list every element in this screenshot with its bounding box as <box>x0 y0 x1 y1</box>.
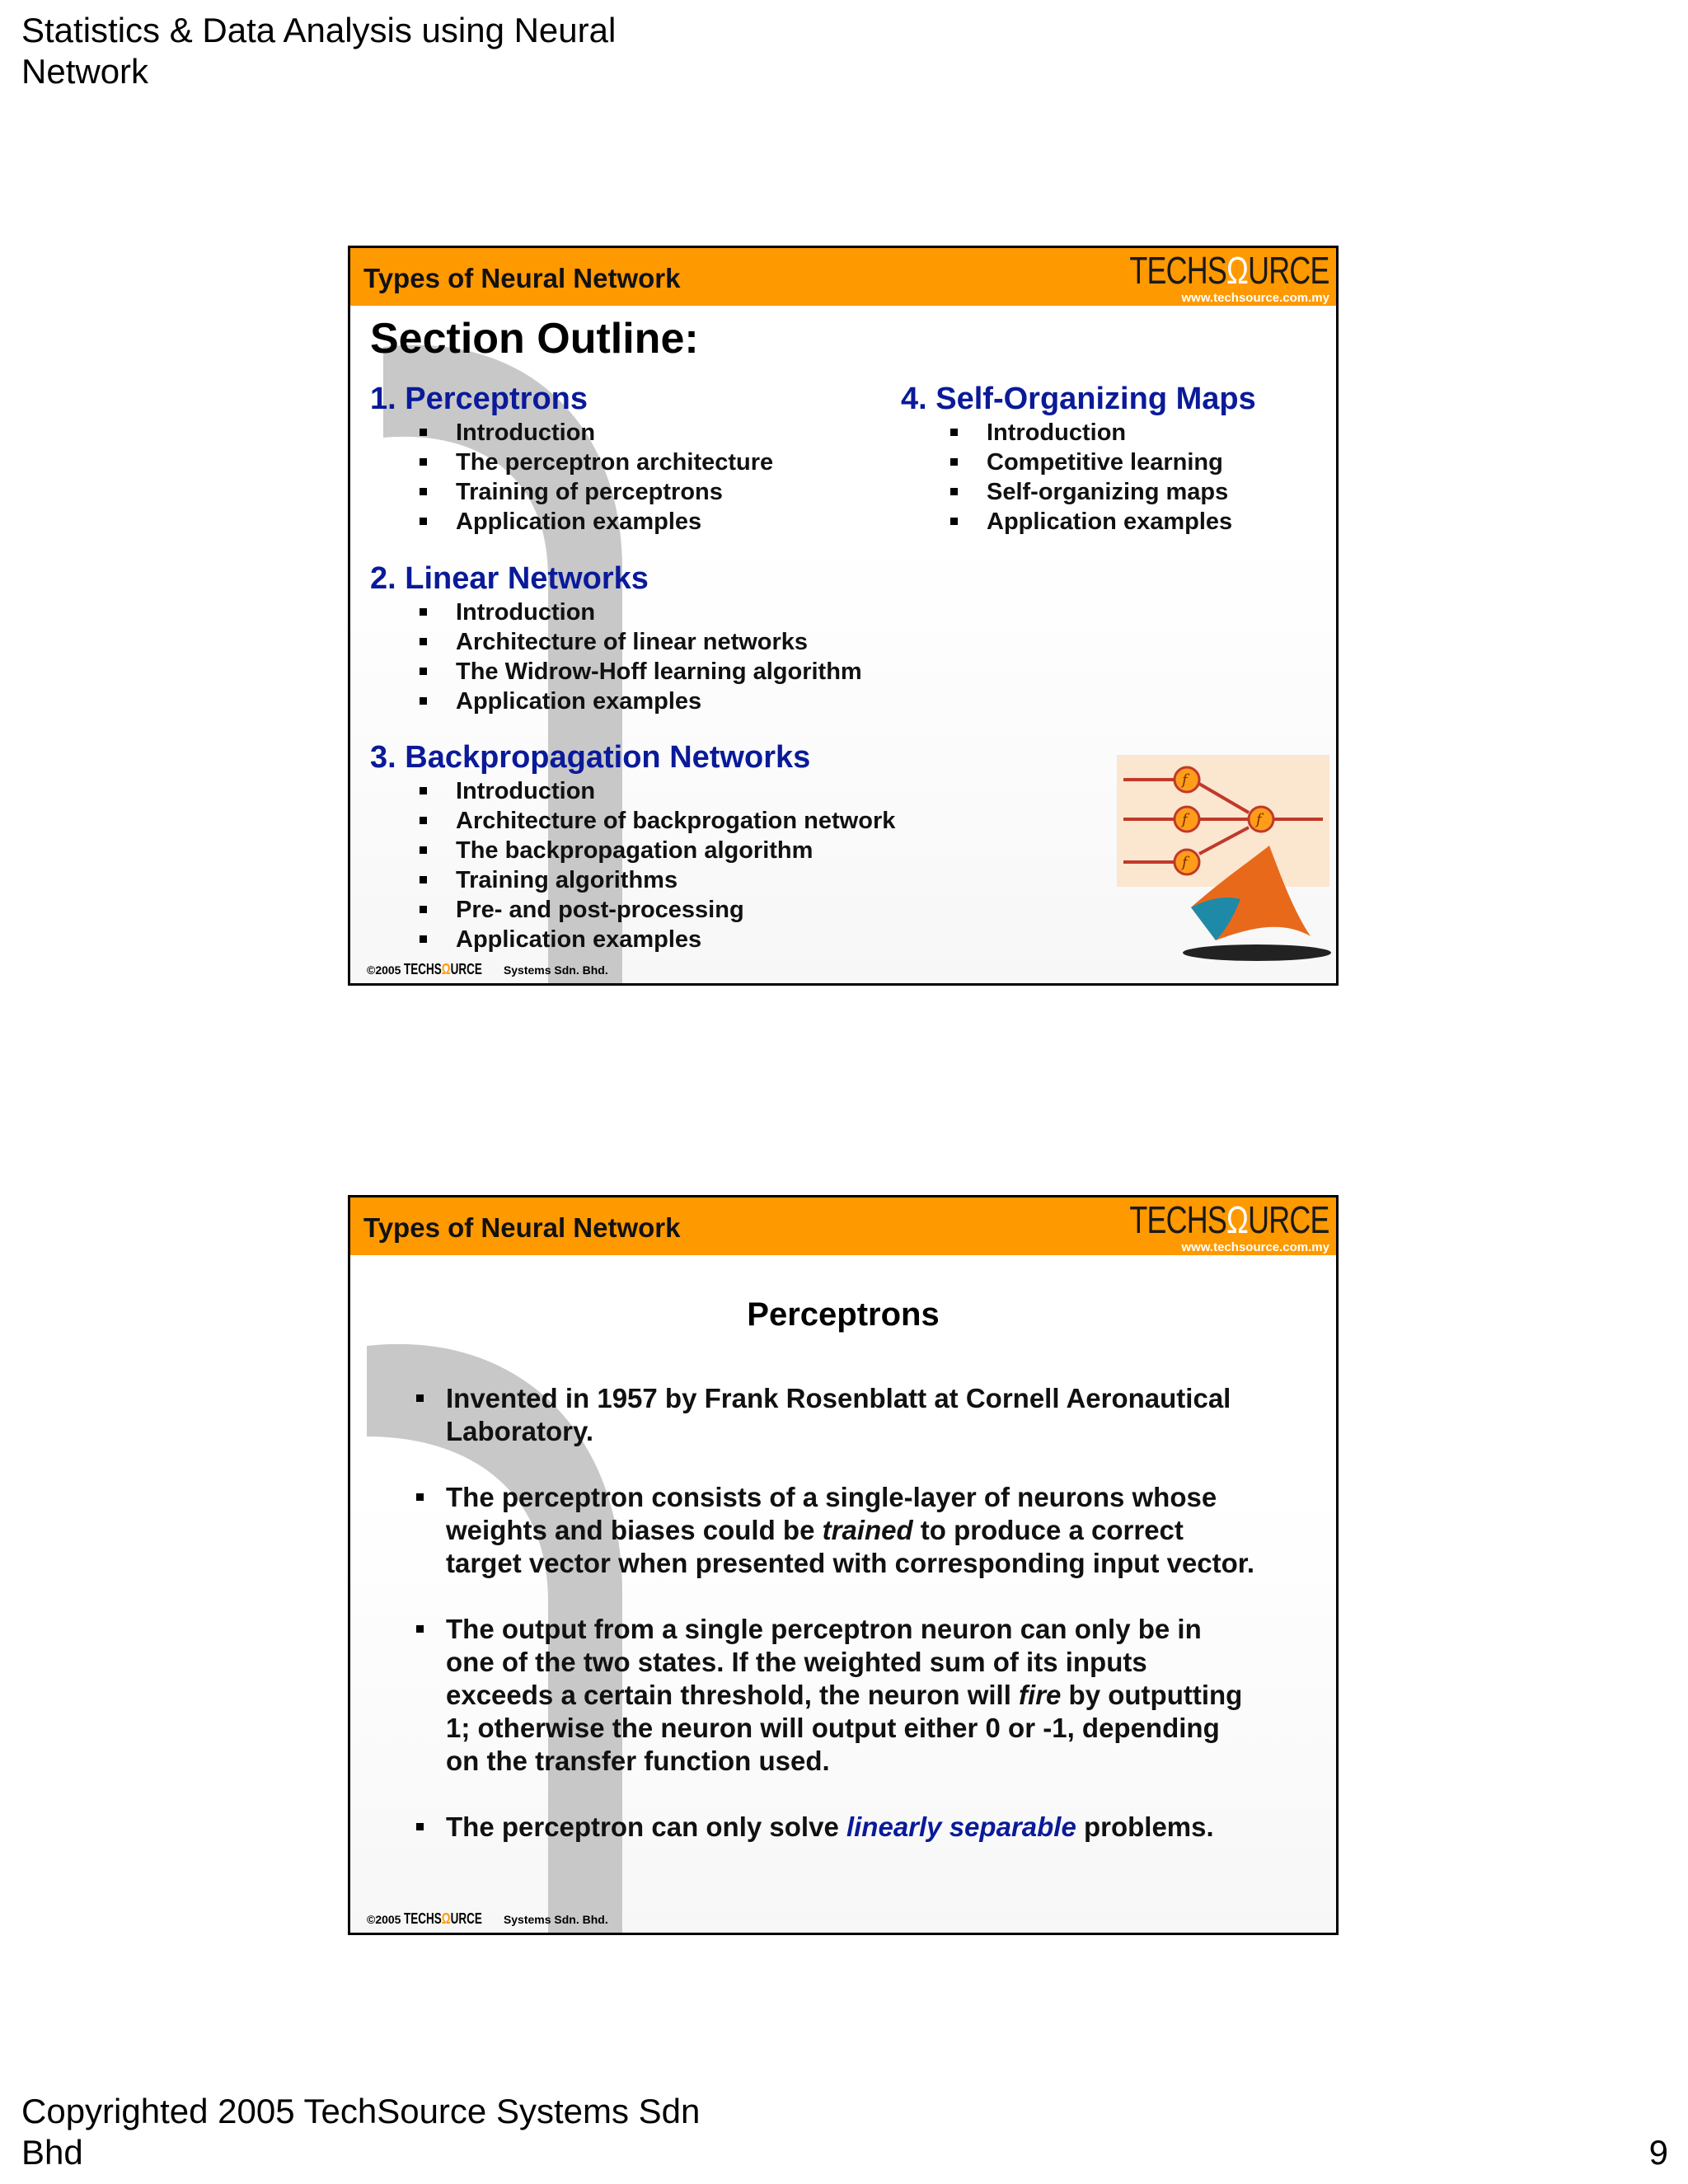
list-item: The output from a single perceptron neuron can only be in one of the two states. If the weighted sum of its inputs exceeds a certain threshold, the neuron will fire by outputting 1; otherwise the neuron will output either 0 or -1, depending on the transfer function used. <box>416 1613 1257 1778</box>
svg-text:f: f <box>1256 811 1262 828</box>
page-header: Statistics & Data Analysis using Neural Network <box>21 11 617 91</box>
mini-logo: TECHSΩURCE <box>404 961 483 977</box>
slide-title: Perceptrons <box>747 1296 940 1333</box>
section-heading: 4. Self-Organizing Maps <box>901 382 1256 416</box>
slide-bar-title: Types of Neural Network <box>363 1212 681 1243</box>
list-item: Architecture of linear networks <box>420 627 862 657</box>
logo-url: www.techsource.com.my <box>1181 1240 1329 1254</box>
svg-text:f: f <box>1182 811 1188 828</box>
list-item: Introduction <box>420 418 773 448</box>
list-item: The Widrow-Hoff learning algorithm <box>420 657 862 687</box>
section-perceptrons <box>370 380 773 537</box>
mini-logo: TECHSΩURCE <box>404 1910 483 1927</box>
techsource-logo: TECHSΩURCE www.techsource.com.my <box>1073 251 1329 305</box>
neural-network-matlab-logo-icon <box>1117 755 1331 961</box>
section-heading: 3. Backpropagation Networks <box>370 740 811 775</box>
list-item: Introduction <box>950 418 1256 448</box>
list-item: The perceptron architecture <box>420 448 773 477</box>
section-self-organizing-maps <box>901 380 1256 537</box>
slide-bar-title: Types of Neural Network <box>363 263 681 293</box>
section-heading: 2. Linear Networks <box>370 561 649 596</box>
list-item: Application examples <box>950 507 1256 537</box>
list-item: Application examples <box>420 687 862 716</box>
list-item: Application examples <box>420 507 773 537</box>
list-item: The perceptron can only solve linearly separable problems. <box>416 1811 1257 1844</box>
slide-top-bar <box>350 1197 1336 1255</box>
section-heading: 1. Perceptrons <box>370 382 588 416</box>
techsource-logo: TECHSΩURCE www.techsource.com.my <box>1073 1201 1329 1254</box>
slide-perceptrons <box>348 1195 1339 1935</box>
list-item: Application examples <box>420 925 895 954</box>
svg-text:f: f <box>1182 771 1188 789</box>
list-item: Introduction <box>420 598 862 627</box>
slide-section-outline <box>348 246 1339 986</box>
list-item: Training of perceptrons <box>420 477 773 507</box>
list-item: Self-organizing maps <box>950 477 1256 507</box>
svg-text:f: f <box>1182 854 1188 871</box>
slide-copyright: ©2005 TECHSΩURCE Systems Sdn. Bhd. <box>367 1910 608 1927</box>
section-linear-networks <box>370 560 862 716</box>
list-item: Competitive learning <box>950 448 1256 477</box>
section-backpropagation <box>370 738 895 954</box>
list-item: Introduction <box>420 776 895 806</box>
list-item: Training algorithms <box>420 865 895 895</box>
page-number: 9 <box>1648 2133 1668 2172</box>
list-item: Invented in 1957 by Frank Rosenblatt at Cornell Aeronautical Laboratory. <box>416 1382 1257 1448</box>
slide-copyright: ©2005 TECHSΩURCE Systems Sdn. Bhd. <box>367 961 608 977</box>
list-item: The perceptron consists of a single-layer of neurons whose weights and biases could be trained to produce a correct target vector when presented with corresponding input vector. <box>416 1481 1257 1580</box>
list-item: Architecture of backprogation network <box>420 806 895 836</box>
bullet-list <box>416 1382 1257 1877</box>
page-footer: Copyrighted 2005 TechSource Systems Sdn Bhd <box>21 2092 701 2172</box>
slide-title: Section Outline: <box>370 315 699 363</box>
logo-url: www.techsource.com.my <box>1181 291 1329 305</box>
list-item: The backpropagation algorithm <box>420 836 895 865</box>
slide-top-bar <box>350 248 1336 306</box>
list-item: Pre- and post-processing <box>420 895 895 925</box>
